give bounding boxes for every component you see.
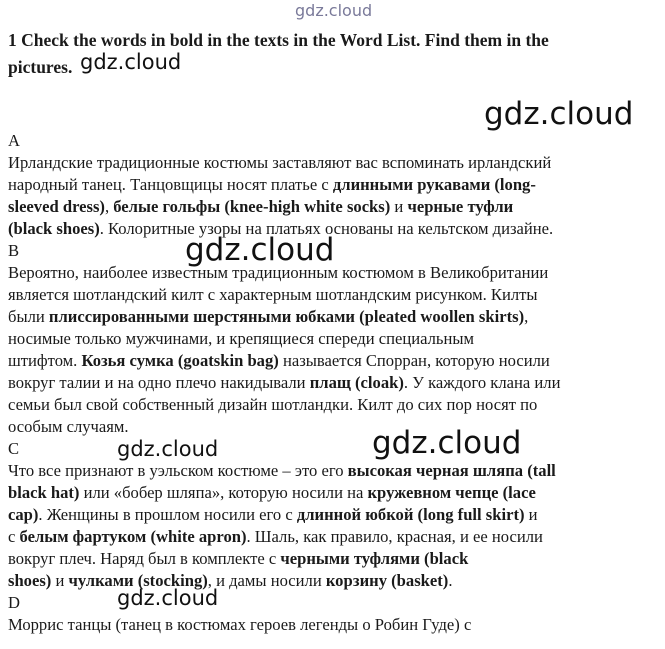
section-c-line <box>8 526 658 548</box>
text-run: и <box>51 571 69 590</box>
section-a-line <box>8 218 658 240</box>
section-letter-c: C <box>8 439 20 458</box>
section-c-line <box>8 504 658 526</box>
text-run: , <box>104 197 114 216</box>
section-b-line <box>8 306 658 328</box>
section-c-line <box>8 482 658 504</box>
text-run: были <box>8 307 49 326</box>
text-run: . У каждого клана или <box>403 373 561 392</box>
text-run: и <box>390 197 408 216</box>
bold-term: чулками (stocking) <box>68 571 208 590</box>
watermark-right-upper: gdz.cloud <box>484 96 634 132</box>
bold-term: кружевном чепце (lace <box>367 483 536 502</box>
bold-term: длинными рукавами (long- <box>332 175 536 194</box>
bold-term: черными туфлями (black <box>280 549 469 568</box>
text-run: . Женщины в прошлом носили его с <box>38 505 297 524</box>
watermark-section-b: gdz.cloud <box>185 232 335 268</box>
exercise-text <box>8 130 658 636</box>
bold-term: высокая черная шляпа (tall <box>347 461 556 480</box>
text-run: и <box>524 505 538 524</box>
section-b-line: является шотландский килт с характерным шотландским рисунком. Килты <box>8 285 538 304</box>
watermark-after-title: gdz.cloud <box>80 50 182 74</box>
section-c-line <box>8 460 658 482</box>
bold-term: белым фартуком (white apron) <box>19 527 247 546</box>
section-c-line <box>8 570 658 592</box>
section-b-line: Вероятно, наиболее известным традиционным костюмом в Великобритании <box>8 263 549 282</box>
text-run: , <box>524 307 529 326</box>
bold-term: корзину (basket) <box>325 571 449 590</box>
text-run: штифтом. <box>8 351 82 370</box>
text-run: называется Спорран, которую носили <box>278 351 550 370</box>
bold-term: длинной юбкой (long full skirt) <box>296 505 525 524</box>
section-b-line <box>8 372 658 394</box>
watermark-section-d: gdz.cloud <box>117 586 219 610</box>
text-run: , и дамы носили <box>207 571 326 590</box>
title-line-1: 1 Check the words in bold in the texts in the Word List. Find them in the <box>8 30 549 50</box>
section-a-line <box>8 196 658 218</box>
bold-term: (black shoes) <box>8 219 100 238</box>
bold-term: Козья сумка (goatskin bag) <box>81 351 279 370</box>
text-run: . Колоритные узоры на платьях основаны на кельтском дизайне. <box>99 219 554 238</box>
section-a-line: Ирландские традиционные костюмы заставляют вас вспоминать ирландский <box>8 153 552 172</box>
text-run: с <box>8 527 20 546</box>
title-line-2: pictures. <box>8 57 73 77</box>
text-run: . <box>448 571 453 590</box>
section-c-line <box>8 548 658 570</box>
watermark-right-lower: gdz.cloud <box>372 425 522 461</box>
bold-term: sleeved dress) <box>8 197 105 216</box>
section-a-line <box>8 174 658 196</box>
section-b-line: носимые только мужчинами, и крепящиеся спереди специальным <box>8 329 475 348</box>
text-run: или «бобер шляпа», которую носили на <box>79 483 368 502</box>
section-letter-b: B <box>8 241 20 260</box>
text-run: вокруг плеч. Наряд был в комплекте с <box>8 549 281 568</box>
bold-term: черные туфли <box>407 197 514 216</box>
bold-term: shoes) <box>8 571 52 590</box>
bold-term: cap) <box>8 505 39 524</box>
section-letter-d: D <box>8 593 20 612</box>
section-letter-a: A <box>8 131 20 150</box>
section-d-line: Моррис танцы (танец в костюмах героев легенды о Робин Гуде) с <box>8 615 472 634</box>
watermark-section-c: gdz.cloud <box>117 437 219 461</box>
section-b-line: семьи был свой собственный дизайн шотландки. Килт до сих пор носят по <box>8 395 538 414</box>
exercise-title <box>8 27 658 81</box>
bold-term: плащ (cloak) <box>309 373 404 392</box>
text-run: народный танец. Танцовщицы носят платье с <box>8 175 333 194</box>
text-run: Что все признают в уэльском костюме – это его <box>8 461 348 480</box>
bold-term: белые гольфы (knee-high white socks) <box>113 197 391 216</box>
text-run: вокруг талии и на одно плечо накидывали <box>8 373 310 392</box>
watermark-top: gdz.cloud <box>295 1 373 20</box>
bold-term: black hat) <box>8 483 80 502</box>
section-b-line: особым случаям. <box>8 417 129 436</box>
section-b-line <box>8 350 658 372</box>
bold-term: плиссированными шерстяными юбками (pleated woollen skirts) <box>48 307 525 326</box>
text-run: . Шаль, как правило, красная, и ее носили <box>246 527 543 546</box>
